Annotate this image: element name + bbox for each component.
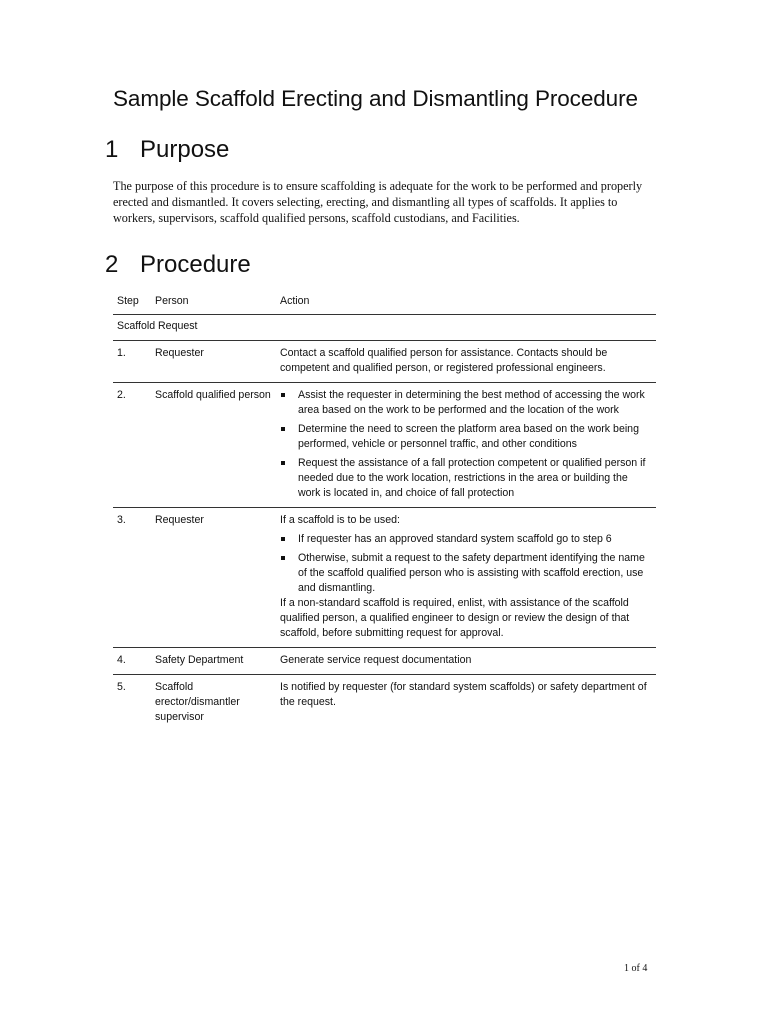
square-bullet-icon bbox=[281, 461, 285, 465]
step-action bbox=[276, 383, 656, 508]
purpose-paragraph: The purpose of this procedure is to ensure scaffolding is adequate for the work to be performed and properly erected and dismantled. It covers selecting, erecting, and dismantling all types of scaffolds. It applies to workers, supervisors, scaffold qualified persons, scaffold custodians, and Facilities. bbox=[113, 179, 643, 225]
section-number: 2 bbox=[105, 251, 119, 278]
square-bullet-icon bbox=[281, 393, 285, 397]
step-action: Is notified by requester (for standard system scaffolds) or safety department of the request. bbox=[280, 681, 647, 708]
page-number: 1 of 4 bbox=[624, 963, 648, 974]
table-row bbox=[113, 675, 656, 732]
action-bullet-list bbox=[280, 532, 653, 596]
table-header-row bbox=[113, 291, 656, 315]
list-item bbox=[280, 388, 653, 418]
square-bullet-icon bbox=[281, 537, 285, 541]
step-person: Requester bbox=[151, 341, 276, 383]
table-section-row bbox=[113, 315, 656, 341]
table-row bbox=[113, 383, 656, 508]
square-bullet-icon bbox=[281, 556, 285, 560]
action-intro: If a scaffold is to be used: bbox=[280, 514, 400, 526]
table-row bbox=[113, 648, 656, 675]
step-action: Generate service request documentation bbox=[276, 648, 656, 675]
section-heading-procedure bbox=[105, 251, 251, 279]
step-number: 4. bbox=[113, 648, 151, 675]
step-number: 3. bbox=[113, 508, 151, 648]
column-header-step: Step bbox=[113, 291, 151, 315]
bullet-text: Request the assistance of a fall protection competent or qualified person if needed due to the work location, restrictions in the area or building the work is located in, and choice of fall protection bbox=[298, 457, 646, 499]
step-number: 1. bbox=[113, 341, 151, 383]
table-row bbox=[113, 341, 656, 383]
step-person: Scaffold erector/dismantler supervisor bbox=[155, 681, 240, 723]
procedure-table bbox=[113, 291, 656, 731]
list-item bbox=[280, 422, 653, 452]
document-title: Sample Scaffold Erecting and Dismantling Procedure bbox=[113, 86, 638, 111]
step-action bbox=[276, 508, 656, 648]
bullet-text: Assist the requester in determining the best method of accessing the work area based on the work to be performed and the location of the work bbox=[298, 389, 645, 416]
section-heading-text: Purpose bbox=[140, 136, 230, 163]
section-heading-text: Procedure bbox=[140, 251, 251, 278]
bullet-text: Determine the need to screen the platform area based on the work being performed, vehicle or personnel traffic, and other conditions bbox=[298, 423, 639, 450]
square-bullet-icon bbox=[281, 427, 285, 431]
action-bullet-list bbox=[280, 388, 653, 501]
section-heading-purpose bbox=[105, 136, 229, 164]
list-item bbox=[280, 551, 653, 596]
column-header-action: Action bbox=[276, 291, 656, 315]
step-person: Scaffold qualified person bbox=[151, 383, 276, 508]
section-number: 1 bbox=[105, 136, 119, 163]
table-row bbox=[113, 508, 656, 648]
list-item bbox=[280, 456, 653, 501]
step-number: 2. bbox=[113, 383, 151, 508]
action-note: If a non-standard scaffold is required, enlist, with assistance of the scaffold qualified person, a qualified engineer to design or review the design of that scaffold, before submitting request for approval. bbox=[280, 597, 630, 639]
step-person: Requester bbox=[151, 508, 276, 648]
list-item bbox=[280, 532, 653, 547]
bullet-text: Otherwise, submit a request to the safety department identifying the name of the scaffold qualified person who is assisting with scaffold erection, use and dismantling. bbox=[298, 552, 645, 594]
column-header-person: Person bbox=[151, 291, 276, 315]
bullet-text: If requester has an approved standard system scaffold go to step 6 bbox=[298, 533, 612, 545]
step-action: Contact a scaffold qualified person for assistance. Contacts should be competent and qualified person, or registered professional engineers. bbox=[276, 341, 656, 383]
step-number: 5. bbox=[117, 681, 126, 693]
step-person: Safety Department bbox=[151, 648, 276, 675]
section-label-scaffold-request: Scaffold Request bbox=[113, 315, 656, 341]
